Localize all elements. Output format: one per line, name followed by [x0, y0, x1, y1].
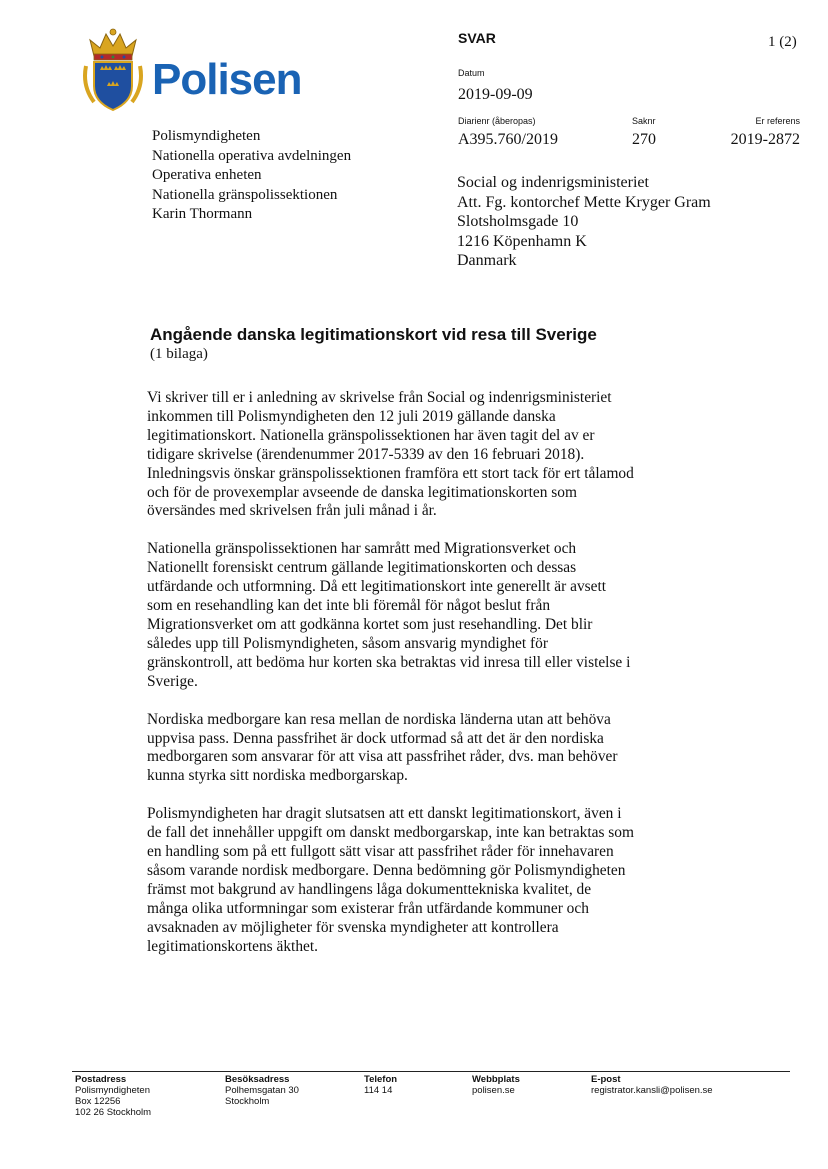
- body-line: översändes med skrivelsen från juli månad i år.: [147, 502, 437, 520]
- er-referens-label: Er referens: [755, 116, 800, 126]
- footer-website-link[interactable]: polisen.se: [472, 1085, 515, 1096]
- body-line: legitimationskortens äkthet.: [147, 937, 318, 955]
- body-line: inkommen till Polismyndigheten den 12 juli 2019 gällande danska: [147, 407, 556, 425]
- footer-phone: 114 14: [364, 1085, 393, 1096]
- footer-label: E-post: [591, 1074, 621, 1085]
- recipient-line: 1216 Köpenhamn K: [457, 232, 587, 250]
- body-line: såsom varande nordisk medborgare. Denna bedömning gör Polismyndigheten: [147, 861, 626, 879]
- body-line: utfärdande och utformning. Då ett legitimationskort inte generellt är avsett: [147, 578, 607, 596]
- body-line: Nationella gränspolissektionen har samrått med Migrationsverket och: [147, 540, 577, 558]
- diarienr-value: A395.760/2019: [458, 131, 558, 148]
- footer-label: Besöksadress: [225, 1074, 290, 1085]
- er-referens-value: 2019-2872: [730, 131, 800, 148]
- footer-line: 102 26 Stockholm: [75, 1107, 152, 1118]
- footer-webbplats: [472, 1074, 520, 1096]
- footer-postadress: [75, 1074, 151, 1118]
- sender-line: Operativa enheten: [152, 167, 262, 183]
- body-line: Sverige.: [147, 672, 198, 690]
- footer-line: Box 12256: [75, 1096, 121, 1107]
- body-line: således upp till Polismyndigheten, såsom ansvarig myndighet för: [147, 634, 548, 652]
- sender-line: Karin Thormann: [152, 206, 253, 222]
- footer-line: Polismyndigheten: [75, 1085, 150, 1096]
- body-line: och för de provexemplar avseende de danska legitimationskorten som: [147, 483, 577, 501]
- body-line: Inledningsvis önskar gränspolissektionen framföra ett stort tack för ert tålamod: [147, 464, 634, 482]
- footer-label: Webbplats: [472, 1074, 520, 1085]
- datum-label: Datum: [458, 68, 485, 78]
- page-number: 1 (2): [768, 34, 797, 50]
- body-line: Polismyndigheten har dragit slutsatsen att ett danskt legitimationskort, även i: [147, 805, 622, 823]
- body-line: legitimationskort. Nationella gränspolissektionen har även tagit del av er: [147, 426, 595, 444]
- footer-label: Telefon: [364, 1074, 398, 1085]
- body-line: kunna styrka sitt nordiska medborgarskap.: [147, 767, 408, 785]
- body-line: medborgaren som ansvarar för att visa att passfrihet råder, dvs. man behöver: [147, 748, 618, 766]
- footer-telefon: [364, 1074, 397, 1096]
- footer-divider: [72, 1071, 790, 1072]
- body-line: Vi skriver till er i anledning av skrivelse från Social og indenrigsministeriet: [147, 389, 612, 406]
- sender-line: Polismyndigheten: [152, 128, 261, 144]
- polisen-wordmark: Polisen: [152, 55, 302, 104]
- body-paragraph: [147, 805, 687, 956]
- recipient-line: Social og indenrigsministeriet: [457, 174, 649, 191]
- body-paragraph: [147, 389, 687, 521]
- saknr-label: Saknr: [632, 116, 656, 126]
- footer-line: Stockholm: [225, 1096, 270, 1107]
- footer-epost: [591, 1074, 713, 1096]
- body-line: främst mot bakgrund av handlingens låga dokumenttekniska kvalitet, de: [147, 880, 592, 898]
- footer-besoksadress: [225, 1074, 299, 1107]
- saknr-value: 270: [632, 131, 656, 148]
- sender-block: [152, 127, 351, 225]
- body-line: många olika utformningar som existerar från utfärdande kommuner och: [147, 899, 589, 917]
- footer-label: Postadress: [75, 1074, 127, 1085]
- document-type: SVAR: [458, 30, 496, 46]
- body-line: avsaknaden av möjligheter för svenska myndigheter att kontrollera: [147, 918, 559, 936]
- footer-line: Polhemsgatan 30: [225, 1085, 299, 1096]
- subject-heading: Angående danska legitimationskort vid resa till Sverige: [150, 325, 597, 344]
- datum-value: 2019-09-09: [458, 86, 533, 103]
- body-paragraph: [147, 540, 687, 691]
- body-line: uppvisa pass. Denna passfrihet är dock utformad så att det är den nordiska: [147, 729, 604, 747]
- diarienr-label: Diarienr (åberopas): [458, 116, 536, 126]
- body-line: gränskontroll, att bedöma hur korten ska betraktas vid inresa till eller vistelse i: [147, 653, 631, 671]
- sender-line: Nationella gränspolissektionen: [152, 186, 338, 203]
- recipient-address: [457, 173, 711, 271]
- body-line: som en resehandling kan det inte bli föremål för något beslut från: [147, 597, 551, 615]
- body-line: en handling som på ett fullgott sätt visar att passfrihet råder för innehavaren: [147, 843, 614, 861]
- body-line: tidigare skrivelse (ärendenummer 2017-5339 av den 16 februari 2018).: [147, 445, 585, 463]
- body-line: Migrationsverket om att godkänna kortet som just resehandling. Det blir: [147, 615, 593, 633]
- police-crest-logo: [80, 26, 146, 112]
- body-line: Nordiska medborgare kan resa mellan de nordiska länderna utan att behöva: [147, 710, 611, 728]
- sender-line: Nationella operativa avdelningen: [152, 147, 352, 164]
- recipient-line: Att. Fg. kontorchef Mette Kryger Gram: [457, 193, 711, 211]
- body-line: Nationellt forensiskt centrum gällande legitimationskorten och dessas: [147, 559, 577, 577]
- recipient-line: Danmark: [457, 252, 517, 270]
- recipient-line: Slotsholmsgade 10: [457, 213, 579, 231]
- attachment-note: (1 bilaga): [150, 346, 208, 362]
- body-line: de fall det innehåller uppgift om danskt medborgarskap, inte kan betraktas som: [147, 824, 634, 842]
- body-paragraph: [147, 711, 687, 787]
- letter-body: [147, 389, 687, 975]
- footer-email-link[interactable]: registrator.kansli@polisen.se: [591, 1085, 713, 1096]
